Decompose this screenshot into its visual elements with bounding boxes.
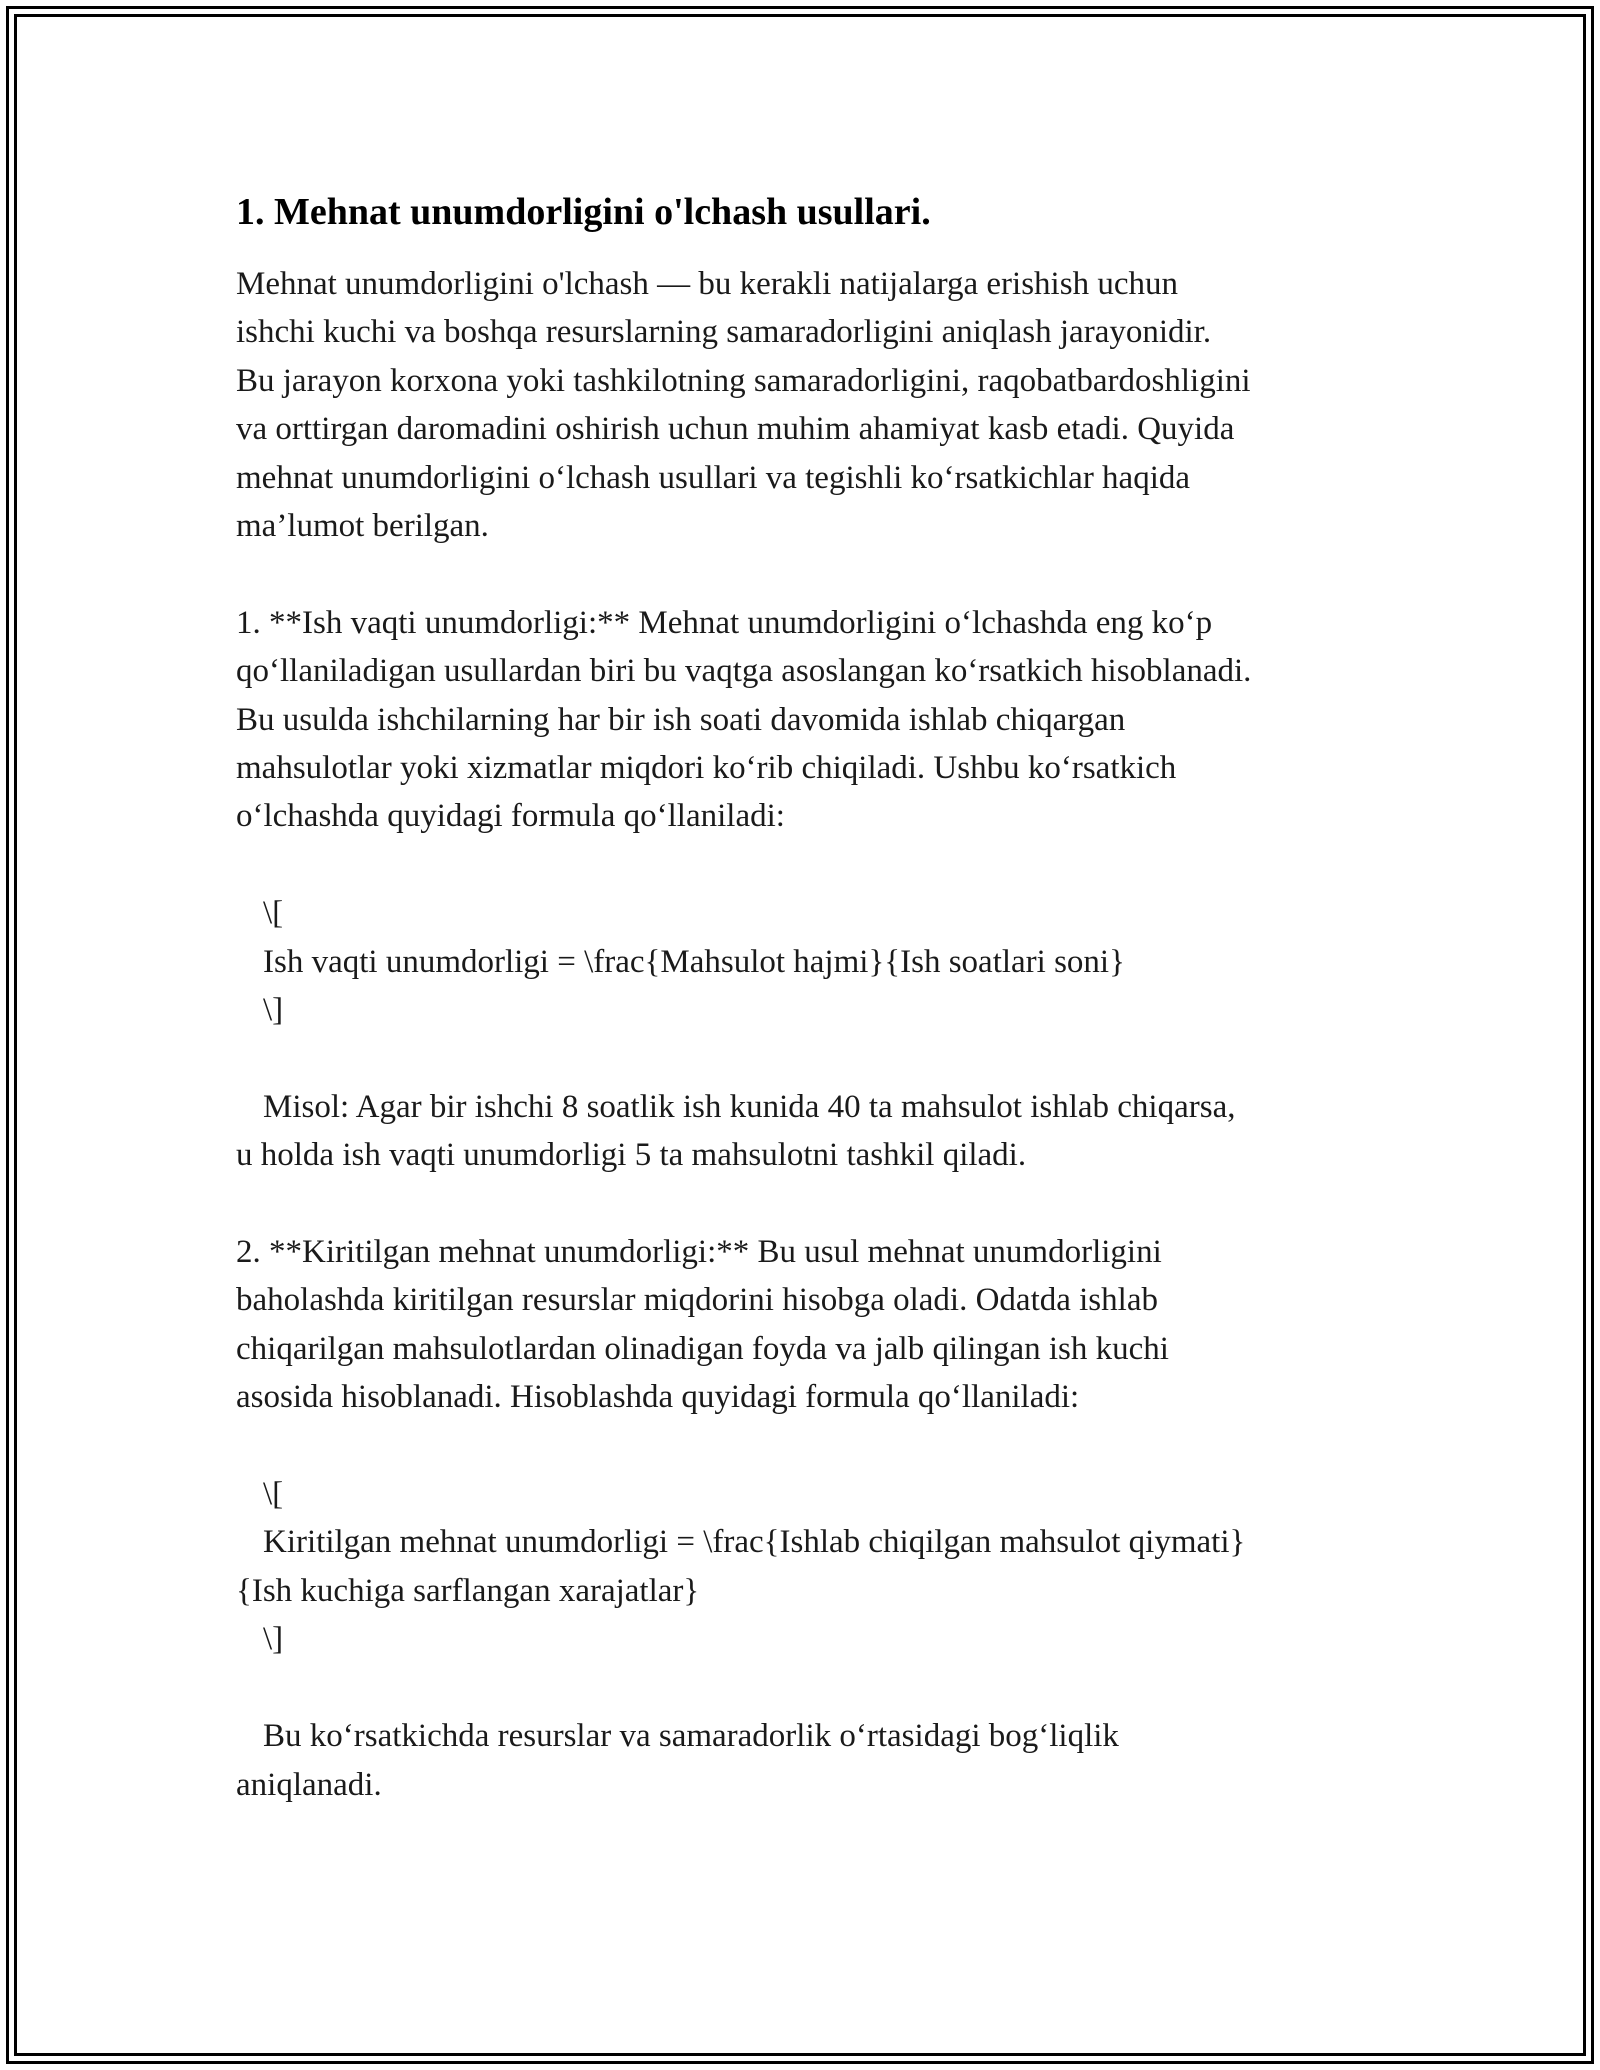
note-line-2: aniqlanadi. (236, 1766, 382, 1803)
formula-2-close: \] (263, 1621, 284, 1658)
paragraph-spacer (236, 1664, 1376, 1712)
formula-2-body-line-1: Kiritilgan mehnat unumdorligi = \frac{Ishlab chiqilgan mahsulot qiymati} (263, 1524, 1246, 1561)
formula-2-body-line-2: {Ish kuchiga sarflangan xarajatlar} (236, 1572, 700, 1609)
paragraph-spacer (236, 1422, 1376, 1470)
note-line-1: Bu ko‘rsatkichda resurslar va samaradorlik o‘rtasidagi bog‘liqlik (263, 1718, 1119, 1755)
example-1-line-2: u holda ish vaqti unumdorligi 5 ta mahsulotni tashkil qiladi. (236, 1137, 1027, 1174)
formula-1-open: \[ (263, 895, 284, 932)
paragraph-spacer (236, 841, 1376, 889)
formula-1-close: \] (263, 992, 284, 1029)
item-1-paragraph: 1. **Ish vaqti unumdorligi:** Mehnat unumdorligini o‘lchashda eng ko‘p qo‘llaniladigan usullardan biri bu vaqtga asoslangan ko‘rsatkich hisoblanadi. Bu usulda ishchilarning har bir ish soati davomida ishlab chiqargan mahsulotlar yoki xizmatlar miqdori ko‘rib chiqiladi. Ushbu ko‘rsatkich o‘lchashda quyidagi formula qo‘llaniladi: (236, 604, 1252, 835)
item-2-paragraph: 2. **Kiritilgan mehnat unumdorligi:** Bu usul mehnat unumdorligini baholashda kiritilgan resurslar miqdorini hisobga oladi. Odatda ishlab chiqarilgan mahsulotlardan olinadigan foyda va jalb qilingan ish kuchi asosida hisoblanadi. Hisoblashda quyidagi formula qo‘llaniladi: (236, 1234, 1169, 1416)
document-body (236, 188, 1376, 1809)
paragraph-spacer (236, 550, 1376, 598)
formula-1-body: Ish vaqti unumdorligi = \frac{Mahsulot hajmi}{Ish soatlari soni} (263, 943, 1125, 980)
paragraph-spacer (236, 1180, 1376, 1228)
paragraph-spacer (236, 1034, 1376, 1082)
section-heading: 1. Mehnat unumdorligini o'lchash usullari. (236, 191, 931, 233)
formula-2-open: \[ (263, 1476, 284, 1513)
example-1-line-1: Misol: Agar bir ishchi 8 soatlik ish kunida 40 ta mahsulot ishlab chiqarsa, (263, 1088, 1236, 1125)
intro-paragraph: Mehnat unumdorligini o'lchash — bu kerakli natijalarga erishish uchun ishchi kuchi va boshqa resurslarning samaradorligini aniqlash jarayonidir. Bu jarayon korxona yoki tashkilotning samaradorligini, raqobatbardoshligini va orttirgan daromadini oshirish uchun muhim ahamiyat kasb etadi. Quyida mehnat unumdorligini o‘lchash usullari va tegishli ko‘rsatkichlar haqida ma’lumot berilgan. (236, 266, 1251, 545)
